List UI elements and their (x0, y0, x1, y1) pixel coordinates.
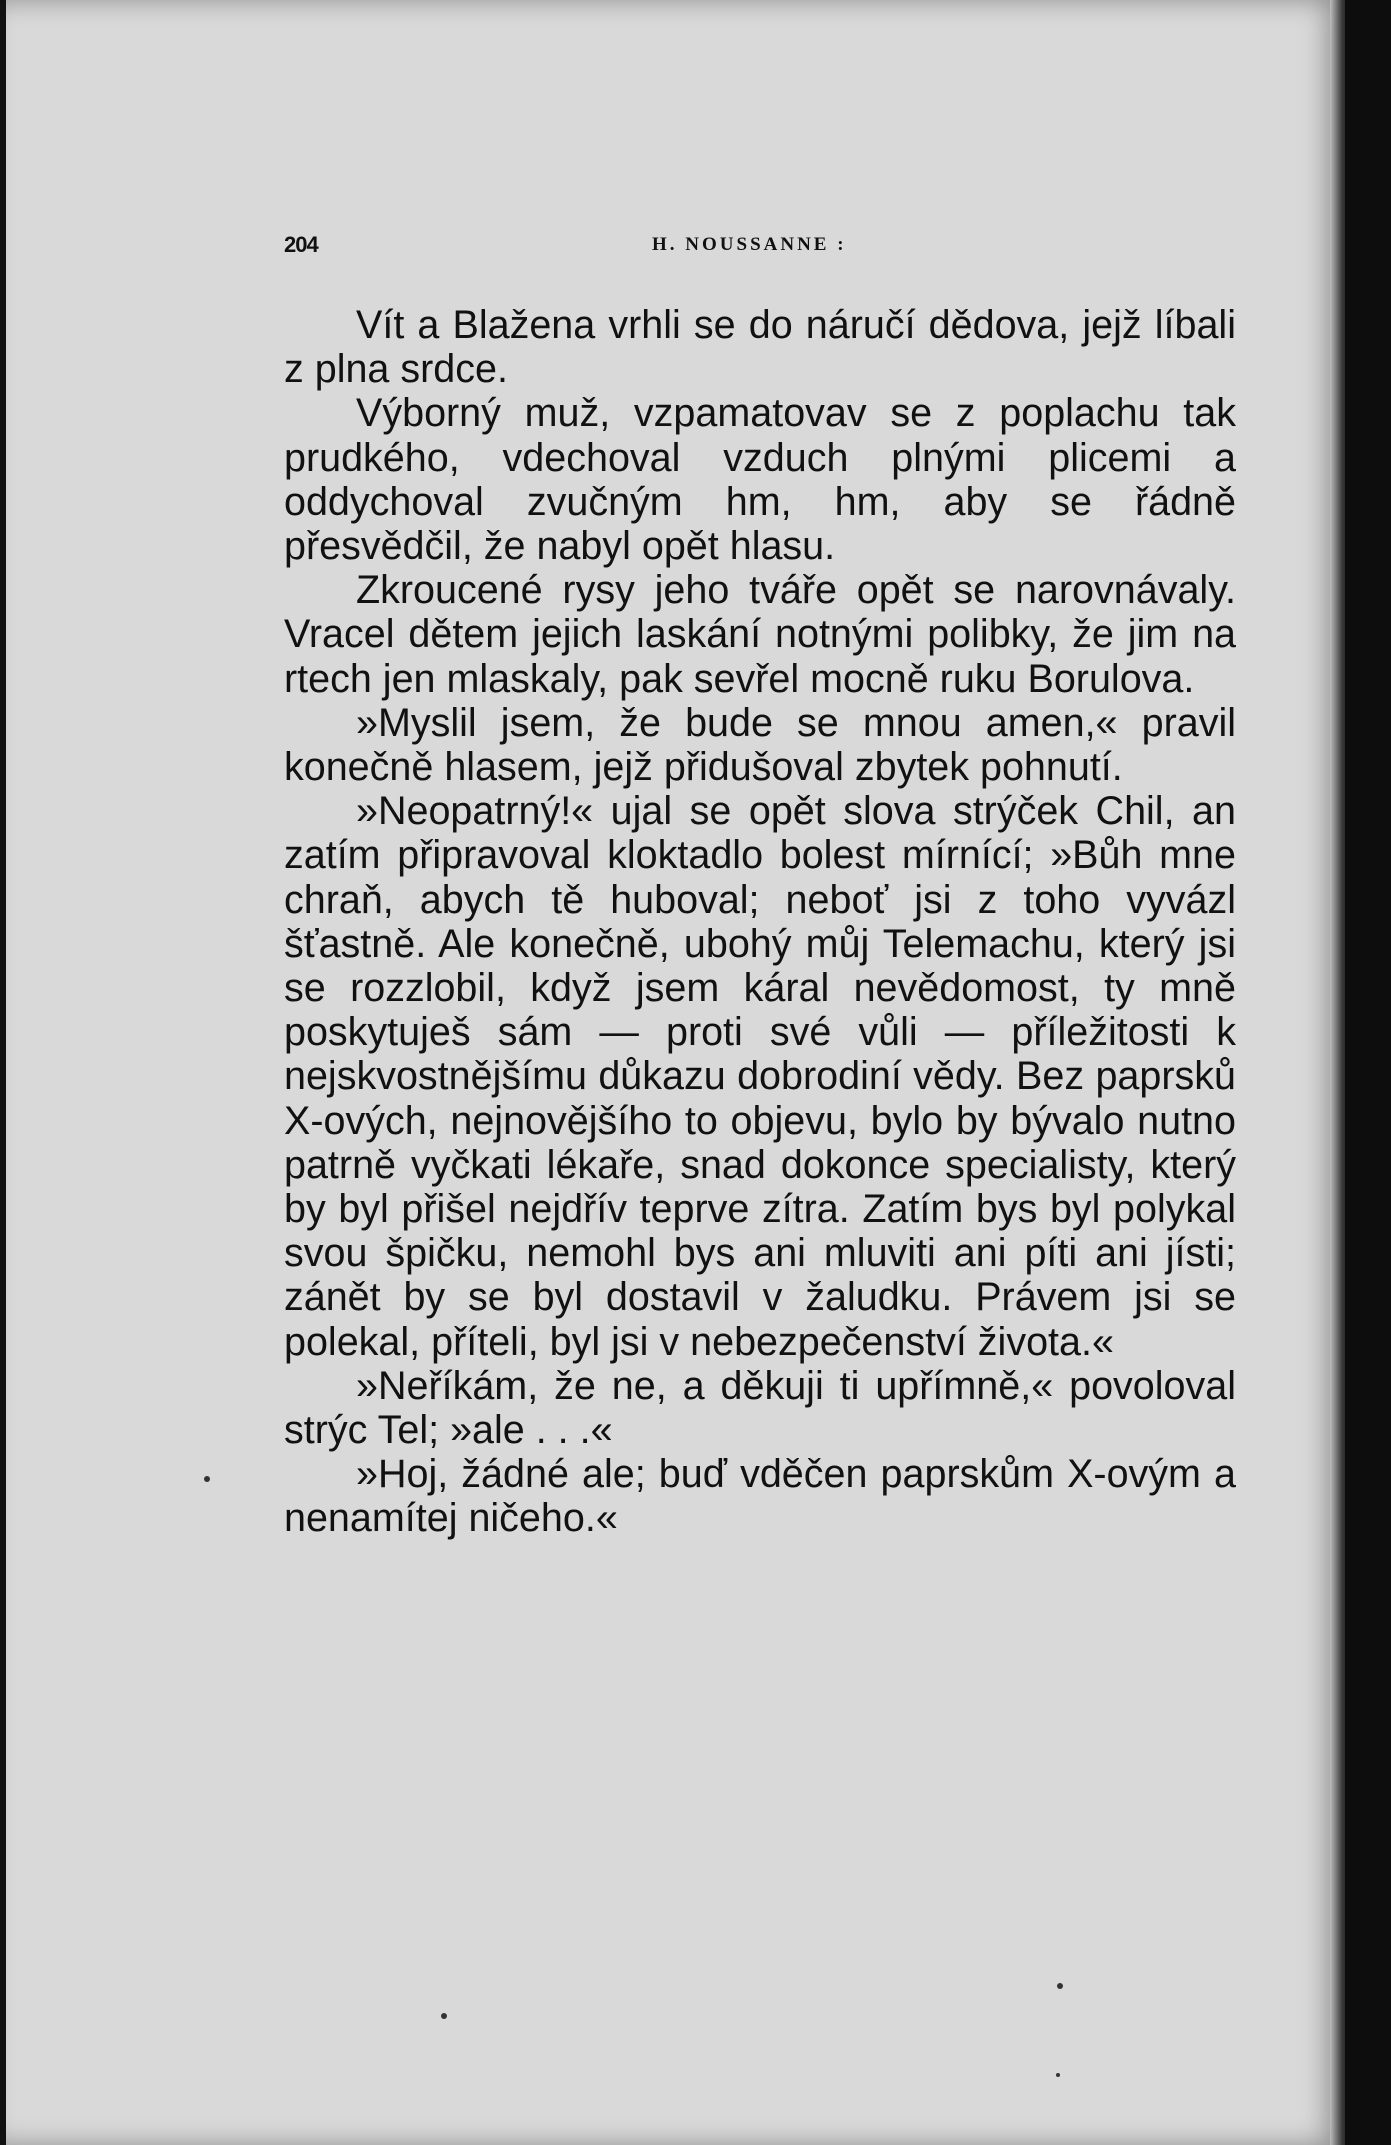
paper-speck (441, 2013, 447, 2019)
scan-border (1345, 0, 1391, 2145)
paper-speck (1056, 2073, 1060, 2077)
paper-speck (1057, 1983, 1063, 1989)
paragraph: »Myslil jsem, že bude se mnou amen,« pravil konečně hlasem, jejž přidušoval zbytek pohnutí. (284, 700, 1236, 790)
paragraph: Zkroucené rysy jeho tváře opět se narovnávaly. Vracel dětem jejich laskání notnými polibky, že jim na rtech jen mlaskaly, pak sevřel mocně ruku Borulova. (284, 568, 1236, 701)
paper-speck (204, 1476, 210, 1482)
paragraph: »Neopatrný!« ujal se opět slova strýček Chil, an zatím připravoval kloktadlo bolest mírnící; »Bůh mne chraň, abych tě huboval; neboť jsi z toho vyvázl šťastně. Ale konečně, ubohý můj Telemachu, který jsi se rozzlobil, když jsem káral nevědomost, ty mně poskytuješ sám — proti své vůli — příležitosti k nejskvostnějšímu důkazu dobrodiní vědy. Bez paprsků X-ových, nejnovějšího to objevu, bylo by bývalo nutno patrně vyčkati lékaře, snad dokonce specialisty, který by byl přišel nejdřív teprve zítra. Zatím bys byl polykal svou špičku, nemohl bys ani mluviti ani píti ani jísti; zánět by se byl dostavil v žaludku. Právem jsi se polekal, příteli, byl jsi v nebezpečenství života.« (284, 789, 1236, 1364)
paragraph: Vít a Blažena vrhli se do náručí dědova, jejž líbali z plna srdce. (284, 303, 1236, 392)
paragraph: »Hoj, žádné ale; buď vděčen paprskům X-ovým a nenamítej ničeho.« (284, 1452, 1236, 1541)
paragraph: Výborný muž, vzpamatovav se z poplachu tak prudkého, vdechoval vzduch plnými plicemi a oddychoval zvučným hm, hm, aby se řádně přesvědčil, že nabyl opět hlasu. (284, 391, 1236, 569)
paragraph: »Neříkám, že ne, a děkuji ti upřímně,« povoloval strýc Tel; »ale . . .« (284, 1363, 1236, 1453)
body-text (284, 303, 1236, 1541)
book-page (6, 0, 1345, 2145)
running-head (284, 232, 1234, 262)
page-number: 204 (284, 232, 318, 257)
running-head-author: H. NOUSSANNE : (652, 234, 847, 255)
